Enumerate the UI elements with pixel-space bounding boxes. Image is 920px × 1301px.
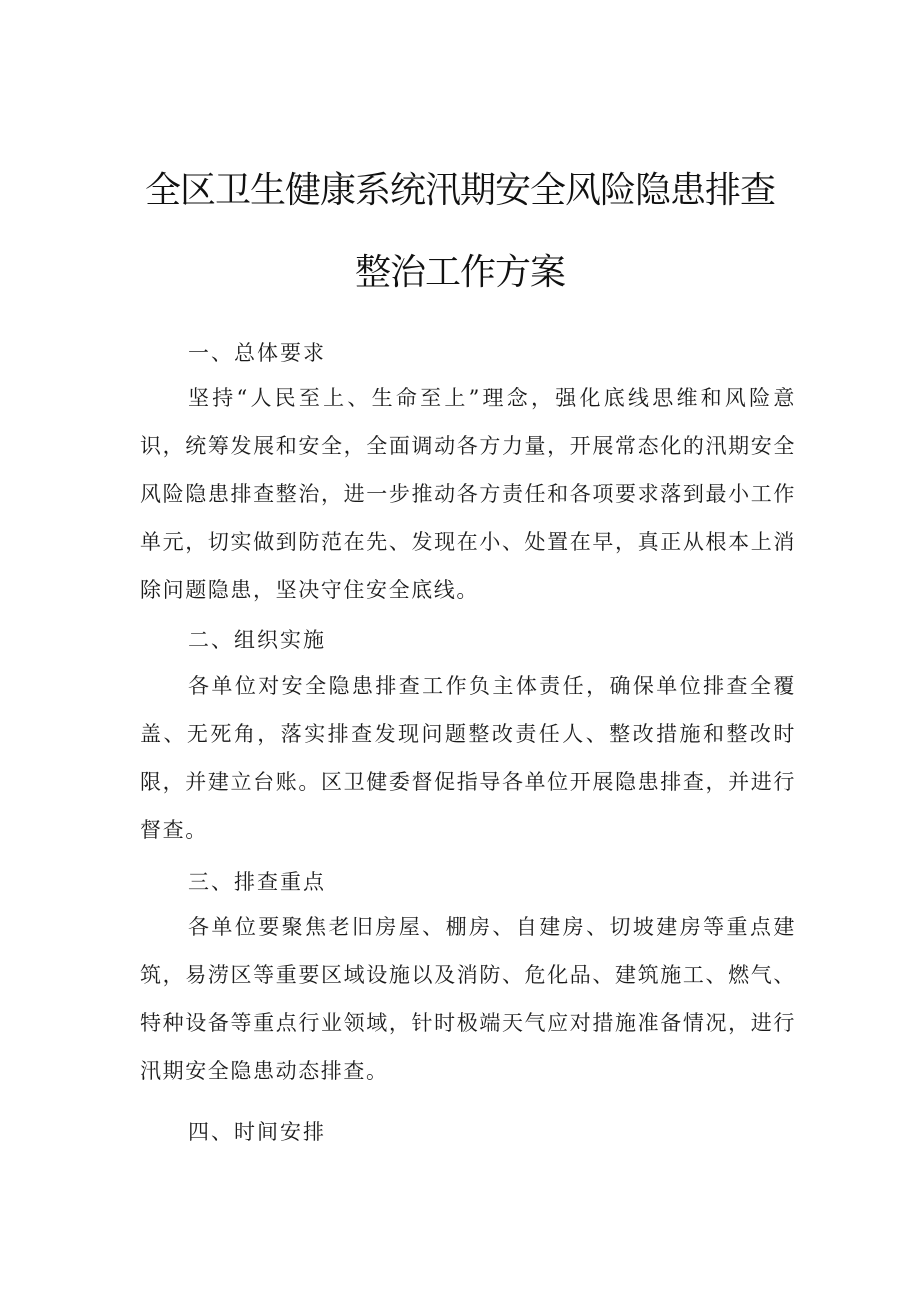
section-heading-overall-requirements: 一、总体要求 [188,341,326,365]
document-title-line-2: 整治工作方案 [354,252,565,293]
section-heading-organization: 二、组织实施 [188,628,326,652]
section-body-inspection-focus: 各单位要聚焦老旧房屋、棚房、自建房、切坡建房等重点建筑，易涝区等重要区域设施以及消防、危化品、建筑施工、燃气、特种设备等重点行业领域，针时极端天气应对措施准备情况，进行汛期安全隐患动态排查。 [140,915,796,1083]
section-body-overall-requirements: 坚持“人民至上、生命至上”理念，强化底线思维和风险意识，统筹发展和安全，全面调动各方力量，开展常态化的汛期安全风险隐患排查整治，进一步推动各方责任和各项要求落到最小工作单元，切实做到防范在先、发现在小、处置在早，真正从根本上消除问题隐患，坚决守住安全底线。 [140,386,796,602]
section-heading-schedule: 四、时间安排 [188,1120,326,1144]
section-body-organization: 各单位对安全隐患排查工作负主体责任，确保单位排查全覆盖、无死角，落实排查发现问题整改责任人、整改措施和整改时限，并建立台账。区卫健委督促指导各单位开展隐患排查，并进行督查。 [140,674,796,842]
document-title-line-1: 全区卫生健康系统汛期安全风险隐患排查 [144,170,775,211]
section-heading-inspection-focus: 三、排查重点 [188,870,326,894]
